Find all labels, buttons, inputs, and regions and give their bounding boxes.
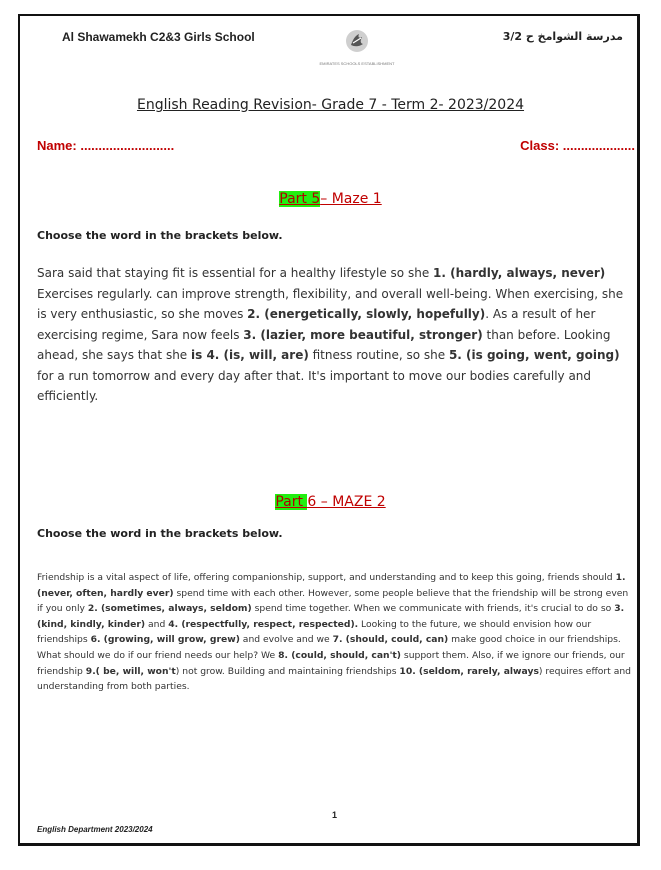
answer-choices: 7. (should, could, can) — [332, 634, 449, 646]
class-field-label: Class: .................... — [520, 138, 635, 153]
answer-choices: 4. (respectfully, respect, respected). — [168, 618, 359, 630]
answer-choices: 6. (growing, will grow, grew) — [90, 634, 240, 646]
part6-heading-rest: 6 – MAZE 2 — [307, 494, 386, 510]
answer-choices: 8. (could, should, can't) — [278, 649, 401, 661]
school-name-english: Al Shawamekh C2&3 Girls School — [62, 30, 255, 44]
logo-emblem-icon — [344, 28, 370, 54]
answer-choices: 3. (kind, kindly, kinder) — [37, 603, 625, 630]
answer-choices: is 4. (is, will, are) — [191, 348, 309, 362]
answer-choices: 10. (seldom, rarely, always — [399, 665, 539, 677]
answer-choices: 1. (hardly, always, never) — [433, 266, 606, 280]
passage-text: support them. Also, if we ignore our friends, our friendship — [37, 649, 625, 677]
answer-choices: 3. (lazier, more beautiful, stronger) — [243, 327, 483, 342]
answer-choices: 2. (energetically, slowly, hopefully) — [247, 307, 486, 321]
part5-paragraph — [37, 263, 627, 407]
passage-text: make good choice in our friendships. What should we do if our friend needs our help? We — [37, 634, 621, 661]
school-logo — [312, 28, 402, 76]
page-number: 1 — [332, 810, 338, 820]
answer-choices: 2. (sometimes, always, seldom) — [87, 603, 252, 615]
passage-text: Exercises regularly. can improve strength, flexibility, and overall well-being. When exercising, she is very enthusiastic, so she moves — [37, 286, 624, 321]
passage-text: fitness routine, so she — [308, 348, 449, 362]
passage-text: than before. Looking ahead, she says that she — [37, 327, 611, 362]
passage-text: Sara said that staying fit is essential for a healthy lifestyle so she — [37, 266, 434, 280]
logo-caption: EMIRATES SCHOOLS ESTABLISHMENT — [319, 61, 395, 66]
answer-choices: 9.( be, will, won't — [85, 665, 176, 677]
passage-text: Friendship is a vital aspect of life, offering companionship, support, and understanding and to keep this going, friends should — [37, 572, 616, 583]
part6-paragraph — [37, 570, 632, 695]
passage-text: and — [145, 618, 169, 630]
answer-choices: 5. (is going, went, going) — [448, 348, 620, 362]
footer-text: English Department 2023/2024 — [37, 825, 153, 834]
part5-heading-highlight: Part 5 — [279, 191, 321, 207]
part5-heading-rest: – Maze 1 — [320, 191, 382, 207]
school-name-arabic: مدرسة الشوامخ ح 3/2 — [502, 30, 623, 43]
passage-text: and evolve and we — [239, 634, 333, 646]
part5-instruction: Choose the word in the brackets below. — [37, 229, 283, 242]
passage-text: . As a result of her exercising regime, Sara now feels — [37, 307, 596, 342]
answer-choices: 1. (never, often, hardly ever) — [37, 572, 626, 599]
passage-text: ) not grow. Building and maintaining friendships — [175, 665, 400, 677]
passage-text: spend time with each other. However, some people believe that the friendship will be strong even if you only — [37, 587, 629, 615]
part6-heading-highlight: Part — [275, 494, 308, 510]
part5-heading — [0, 191, 661, 207]
passage-text: for a run tomorrow and every day after that. It's important to move our bodies carefully and efficiently. — [37, 368, 592, 403]
passage-text: Looking to the future, we should envision how our friendships — [37, 618, 592, 646]
passage-text: ) requires effort and understanding from both parties. — [37, 665, 631, 693]
name-field-label: Name: .......................... — [37, 138, 175, 153]
page-title: English Reading Revision- Grade 7 - Term 2- 2023/2024 — [136, 97, 525, 113]
passage-text: spend time together. When we communicate with friends, it's crucial to do so — [251, 603, 615, 615]
part6-instruction: Choose the word in the brackets below. — [37, 527, 283, 540]
part6-heading — [0, 494, 661, 510]
